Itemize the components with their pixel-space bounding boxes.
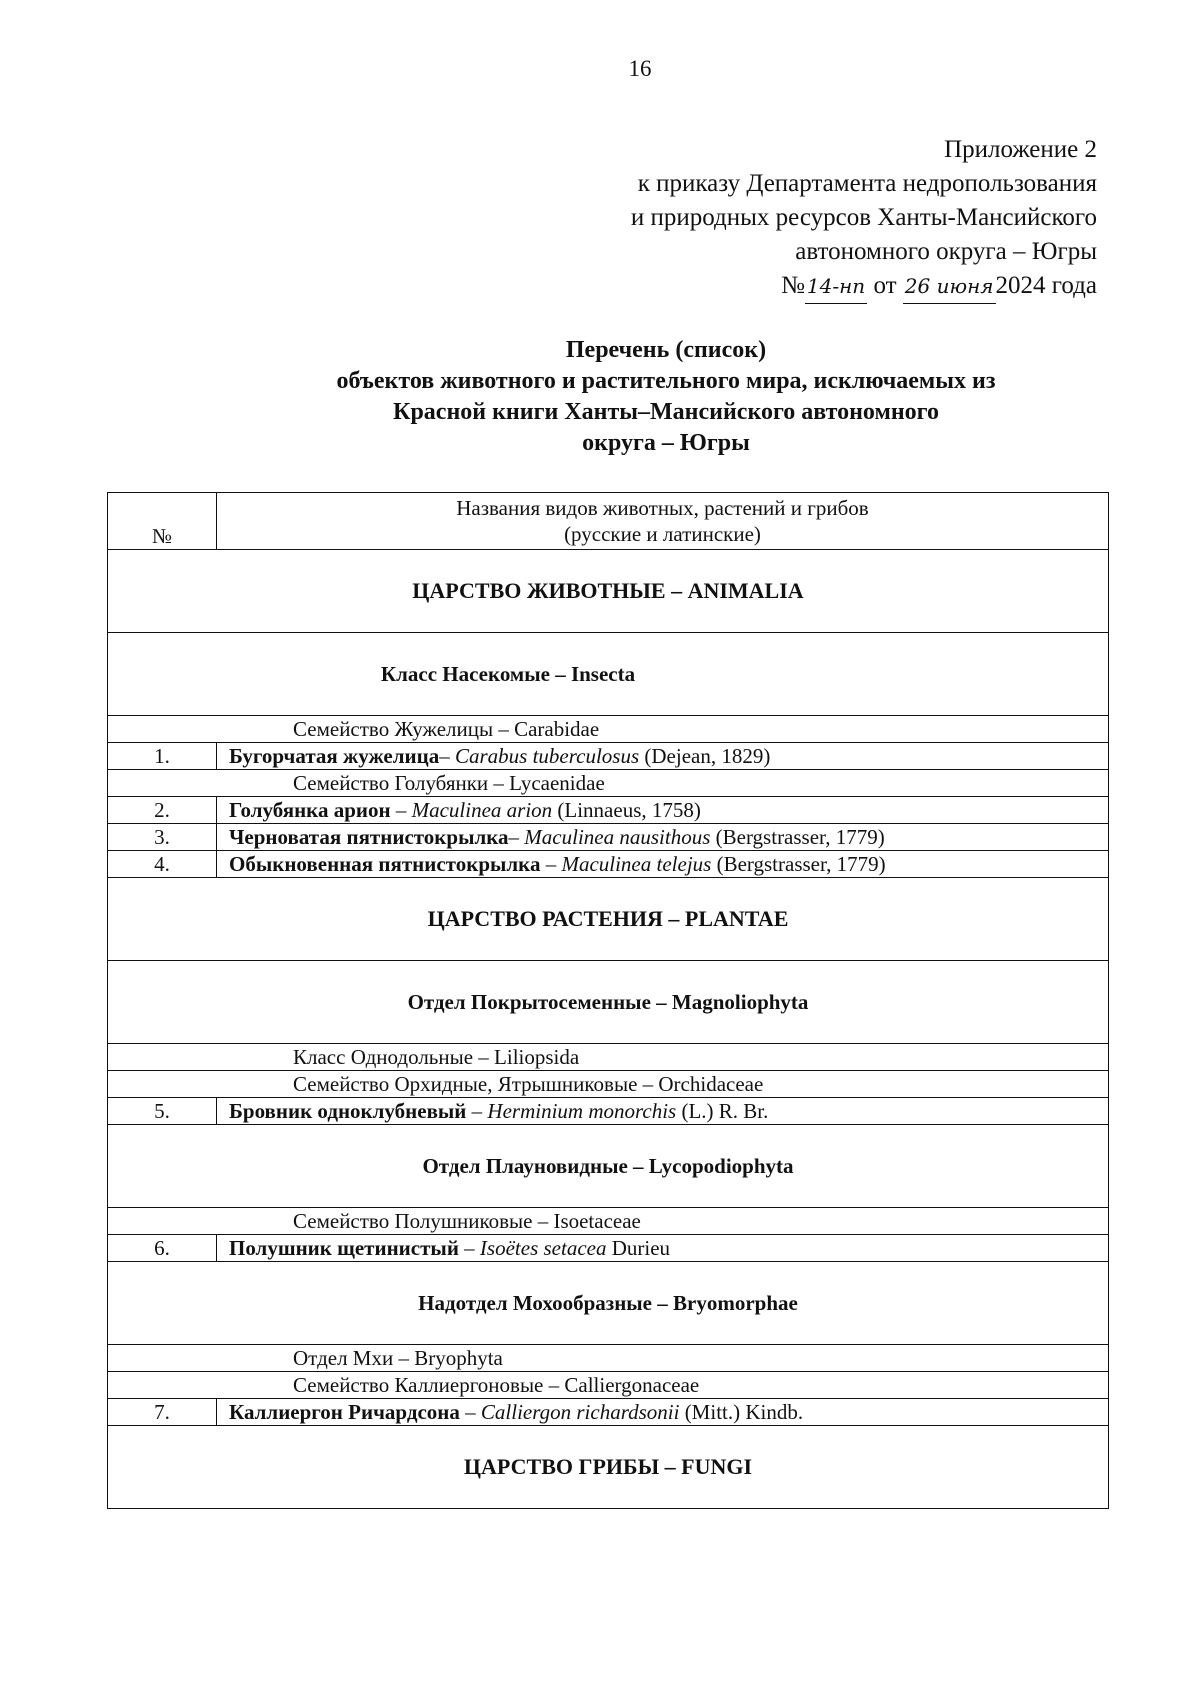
species-ru: Полушник щетинистый <box>229 1236 459 1260</box>
species-author: (L.) R. Br. <box>676 1099 769 1123</box>
species-row <box>108 851 1109 878</box>
family-row <box>108 770 1109 797</box>
species-name <box>217 743 1109 770</box>
family-row <box>108 716 1109 743</box>
species-author: (Dejean, 1829) <box>639 744 771 768</box>
species-ru: Обыкновенная пятнистокрылка <box>229 852 541 876</box>
species-ru: Голубянка арион <box>229 798 391 822</box>
header-num-cell: № <box>108 493 217 550</box>
family-calliergonaceae-cell: Семейство Каллиергоновые – Calliergonaceae <box>108 1372 1109 1399</box>
species-author: Durieu <box>606 1236 671 1260</box>
species-num: 3. <box>108 824 217 851</box>
family-row <box>108 1372 1109 1399</box>
species-num: 4. <box>108 851 217 878</box>
class-insects-cell: Класс Насекомые – Insecta <box>108 633 1109 716</box>
title-line-1: Перечень (список) <box>565 337 767 363</box>
species-row <box>108 1098 1109 1125</box>
family-isoetaceae-cell: Семейство Полушниковые – Isoetaceae <box>108 1208 1109 1235</box>
species-lat: Calliergon richardsonii <box>480 1400 680 1424</box>
header-name-cell <box>217 493 1109 550</box>
family-row <box>108 1044 1109 1071</box>
kingdom-row <box>108 1426 1109 1509</box>
species-ru: Черноватая пятнистокрылка <box>229 825 509 849</box>
species-sep: – <box>459 1400 481 1424</box>
species-row <box>108 1235 1109 1262</box>
species-num: 5. <box>108 1098 217 1125</box>
title-line-3: Красной книги Ханты–Мансийского автономного <box>393 399 939 425</box>
species-row <box>108 743 1109 770</box>
order-date-handwritten: 26 июня <box>903 269 996 304</box>
kingdom-fungi-cell: ЦАРСТВО ГРИБЫ – FUNGI <box>108 1426 1109 1509</box>
division-magnoliophyta-cell: Отдел Покрытосеменные – Magnoliophyta <box>108 961 1109 1044</box>
family-carabidae-cell: Семейство Жужелицы – Carabidae <box>108 716 1109 743</box>
species-lat: Isoëtes setacea <box>479 1236 607 1260</box>
species-lat: Maculinea arion <box>411 798 553 822</box>
section-row <box>108 633 1109 716</box>
species-sep: – <box>540 852 562 876</box>
species-sep: – <box>458 1236 480 1260</box>
kingdom-plants-cell: ЦАРСТВО РАСТЕНИЯ – PLANTAE <box>108 878 1109 961</box>
title-line-2: объектов животного и растительного мира, исключаемых из <box>336 368 996 394</box>
species-num: 2. <box>108 797 217 824</box>
appendix-line-3: и природных ресурсов Ханты-Мансийского <box>630 204 1097 231</box>
species-name <box>217 1098 1109 1125</box>
species-sep: – <box>508 825 525 849</box>
species-name <box>217 1399 1109 1426</box>
species-row <box>108 1399 1109 1426</box>
header-name-line-1: Названия видов животных, растений и грибов <box>456 496 869 520</box>
species-lat: Maculinea telejus <box>561 852 712 876</box>
family-lycaenidae-cell: Семейство Голубянки – Lycaenidae <box>108 770 1109 797</box>
division-lycopodiophyta-cell: Отдел Плауновидные – Lycopodiophyta <box>108 1125 1109 1208</box>
species-num: 6. <box>108 1235 217 1262</box>
family-row <box>108 1208 1109 1235</box>
family-row <box>108 1345 1109 1372</box>
species-sep: – <box>390 798 412 822</box>
division-bryophyta-cell: Отдел Мхи – Bryophyta <box>108 1345 1109 1372</box>
species-row <box>108 824 1109 851</box>
species-ru: Бровник одноклубневый <box>229 1099 467 1123</box>
kingdom-animals-cell: ЦАРСТВО ЖИВОТНЫЕ – ANIMALIA <box>108 550 1109 633</box>
kingdom-row <box>108 550 1109 633</box>
species-author: (Linnaeus, 1758) <box>552 798 701 822</box>
species-ru: Каллиергон Ричардсона <box>229 1400 460 1424</box>
class-liliopsida-cell: Класс Однодольные – Liliopsida <box>108 1044 1109 1071</box>
species-num: 7. <box>108 1399 217 1426</box>
section-row <box>108 1125 1109 1208</box>
appendix-block <box>631 133 1097 304</box>
document-title <box>0 335 1200 459</box>
kingdom-row <box>108 878 1109 961</box>
species-sep: – <box>466 1099 488 1123</box>
species-author: (Mitt.) Kindb. <box>679 1400 804 1424</box>
order-date-prefix: от <box>873 272 897 299</box>
species-lat: Carabus tuberculosus <box>454 744 640 768</box>
appendix-line-2: к приказу Департамента недропользования <box>637 170 1097 197</box>
species-table <box>107 492 1109 1509</box>
family-row <box>108 1071 1109 1098</box>
appendix-order-line <box>631 269 1097 304</box>
species-lat: Maculinea nausithous <box>524 825 711 849</box>
species-lat: Herminium monorchis <box>487 1099 677 1123</box>
species-name <box>217 824 1109 851</box>
section-row <box>108 1262 1109 1345</box>
title-line-4: округа – Югры <box>582 430 750 456</box>
species-name <box>217 797 1109 824</box>
appendix-line-1: Приложение 2 <box>944 136 1097 163</box>
superdivision-bryomorphae-cell: Надотдел Мохообразные – Bryomorphae <box>108 1262 1109 1345</box>
species-row <box>108 797 1109 824</box>
table-header-row <box>108 493 1109 550</box>
species-author: (Bergstrasser, 1779) <box>711 852 886 876</box>
species-ru: Бугорчатая жужелица <box>229 744 440 768</box>
species-name <box>217 1235 1109 1262</box>
species-name <box>217 851 1109 878</box>
family-orchidaceae-cell: Семейство Орхидные, Ятрышниковые – Orchidaceae <box>108 1071 1109 1098</box>
species-author: (Bergstrasser, 1779) <box>710 825 885 849</box>
species-num: 1. <box>108 743 217 770</box>
order-number-handwritten: 14-нп <box>805 269 867 304</box>
header-name-line-2: (русские и латинские) <box>564 522 761 546</box>
section-row <box>108 961 1109 1044</box>
order-year: 2024 года <box>995 272 1097 299</box>
appendix-line-4: автономного округа – Югры <box>795 238 1097 265</box>
species-sep: – <box>439 744 455 768</box>
order-number-prefix: № <box>781 272 805 299</box>
page-number: 16 <box>628 56 652 81</box>
